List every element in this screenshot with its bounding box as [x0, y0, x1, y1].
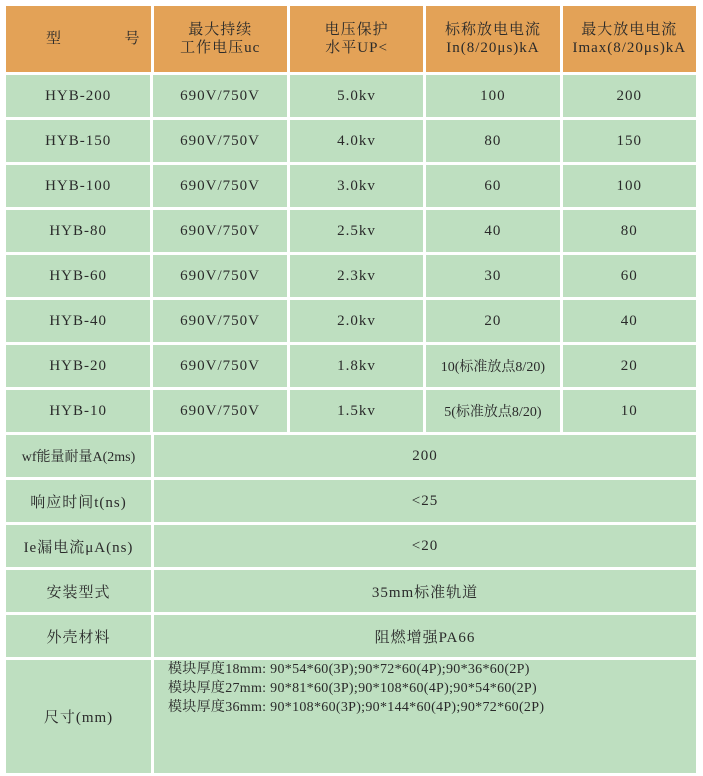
model-cell: HYB-20 — [6, 345, 150, 387]
model-cell: HYB-60 — [6, 255, 150, 297]
table-row — [6, 75, 696, 117]
model-cell: HYB-100 — [6, 165, 150, 207]
table-row — [6, 120, 696, 162]
table-row — [6, 255, 696, 297]
uc-cell: 690V/750V — [153, 210, 286, 252]
imax-cell: 100 — [563, 165, 696, 207]
header-imax-line2: Imax(8/20μs)kA — [572, 40, 687, 56]
up-cell: 4.0kv — [290, 120, 423, 162]
header-up-line1: 电压保护 — [324, 22, 389, 38]
up-cell: 5.0kv — [290, 75, 423, 117]
dimensions-line: 模块厚度18mm: 90*54*60(3P);90*72*60(4P);90*36*60(2P) — [168, 662, 530, 677]
imax-cell: 10 — [563, 390, 696, 432]
header-uc — [154, 6, 287, 72]
header-in-line1: 标称放电电流 — [444, 22, 541, 38]
dimensions-line: 模块厚度36mm: 90*108*60(3P);90*144*60(4P);90*72*60(2P) — [168, 700, 545, 715]
spec-label: 安装型式 — [6, 570, 151, 612]
header-imax — [563, 6, 696, 72]
model-cell: HYB-10 — [6, 390, 150, 432]
model-cell: HYB-40 — [6, 300, 150, 342]
spec-value: 阻燃增强PA66 — [154, 615, 696, 657]
spec-value: <20 — [154, 525, 696, 567]
in-cell: 10(标准放点8/20) — [426, 345, 559, 387]
header-model — [6, 6, 151, 72]
uc-cell: 690V/750V — [153, 300, 286, 342]
dimensions-row — [6, 660, 696, 773]
in-cell: 5(标准放点8/20) — [426, 390, 559, 432]
spec-label: 响应时间t(ns) — [6, 480, 151, 522]
imax-cell: 40 — [563, 300, 696, 342]
uc-cell: 690V/750V — [153, 75, 286, 117]
up-cell: 1.5kv — [290, 390, 423, 432]
spec-row — [6, 435, 696, 477]
imax-cell: 150 — [563, 120, 696, 162]
dimensions-value — [154, 660, 696, 773]
spec-row — [6, 615, 696, 657]
spec-label: 外壳材料 — [6, 615, 151, 657]
spec-value: 35mm标准轨道 — [154, 570, 696, 612]
header-up — [290, 6, 423, 72]
header-uc-line2: 工作电压uc — [180, 40, 261, 56]
in-cell: 100 — [426, 75, 559, 117]
header-uc-line1: 最大持续 — [188, 22, 253, 38]
uc-cell: 690V/750V — [153, 165, 286, 207]
up-cell: 2.5kv — [290, 210, 423, 252]
dimensions-label: 尺寸(mm) — [6, 660, 151, 773]
in-cell: 30 — [426, 255, 559, 297]
spec-label: Ie漏电流μA(ns) — [6, 525, 151, 567]
imax-cell: 200 — [563, 75, 696, 117]
table-row — [6, 390, 696, 432]
header-imax-line1: 最大放电电流 — [581, 22, 678, 38]
uc-cell: 690V/750V — [153, 345, 286, 387]
header-model-left: 型 — [46, 31, 63, 47]
table-row — [6, 165, 696, 207]
model-cell: HYB-150 — [6, 120, 150, 162]
table-row — [6, 345, 696, 387]
model-cell: HYB-80 — [6, 210, 150, 252]
uc-cell: 690V/750V — [153, 255, 286, 297]
up-cell: 1.8kv — [290, 345, 423, 387]
uc-cell: 690V/750V — [153, 120, 286, 162]
in-cell: 80 — [426, 120, 559, 162]
up-cell: 3.0kv — [290, 165, 423, 207]
table-row — [6, 210, 696, 252]
spec-label: wf能量耐量A(2ms) — [6, 435, 151, 477]
table-row — [6, 300, 696, 342]
spec-table — [6, 6, 696, 776]
imax-cell: 20 — [563, 345, 696, 387]
spec-value: <25 — [154, 480, 696, 522]
header-up-line2: 水平UP< — [325, 40, 388, 56]
in-cell: 20 — [426, 300, 559, 342]
table-header-row — [6, 6, 696, 72]
imax-cell: 60 — [563, 255, 696, 297]
header-in-line2: In(8/20μs)kA — [446, 40, 540, 56]
imax-cell: 80 — [563, 210, 696, 252]
up-cell: 2.0kv — [290, 300, 423, 342]
in-cell: 60 — [426, 165, 559, 207]
dimensions-line: 模块厚度27mm: 90*81*60(3P);90*108*60(4P);90*54*60(2P) — [168, 681, 537, 696]
spec-row — [6, 480, 696, 522]
spec-row — [6, 570, 696, 612]
header-in — [426, 6, 559, 72]
up-cell: 2.3kv — [290, 255, 423, 297]
model-cell: HYB-200 — [6, 75, 150, 117]
header-model-right: 号 — [124, 31, 141, 47]
spec-row — [6, 525, 696, 567]
uc-cell: 690V/750V — [153, 390, 286, 432]
spec-value: 200 — [154, 435, 696, 477]
in-cell: 40 — [426, 210, 559, 252]
